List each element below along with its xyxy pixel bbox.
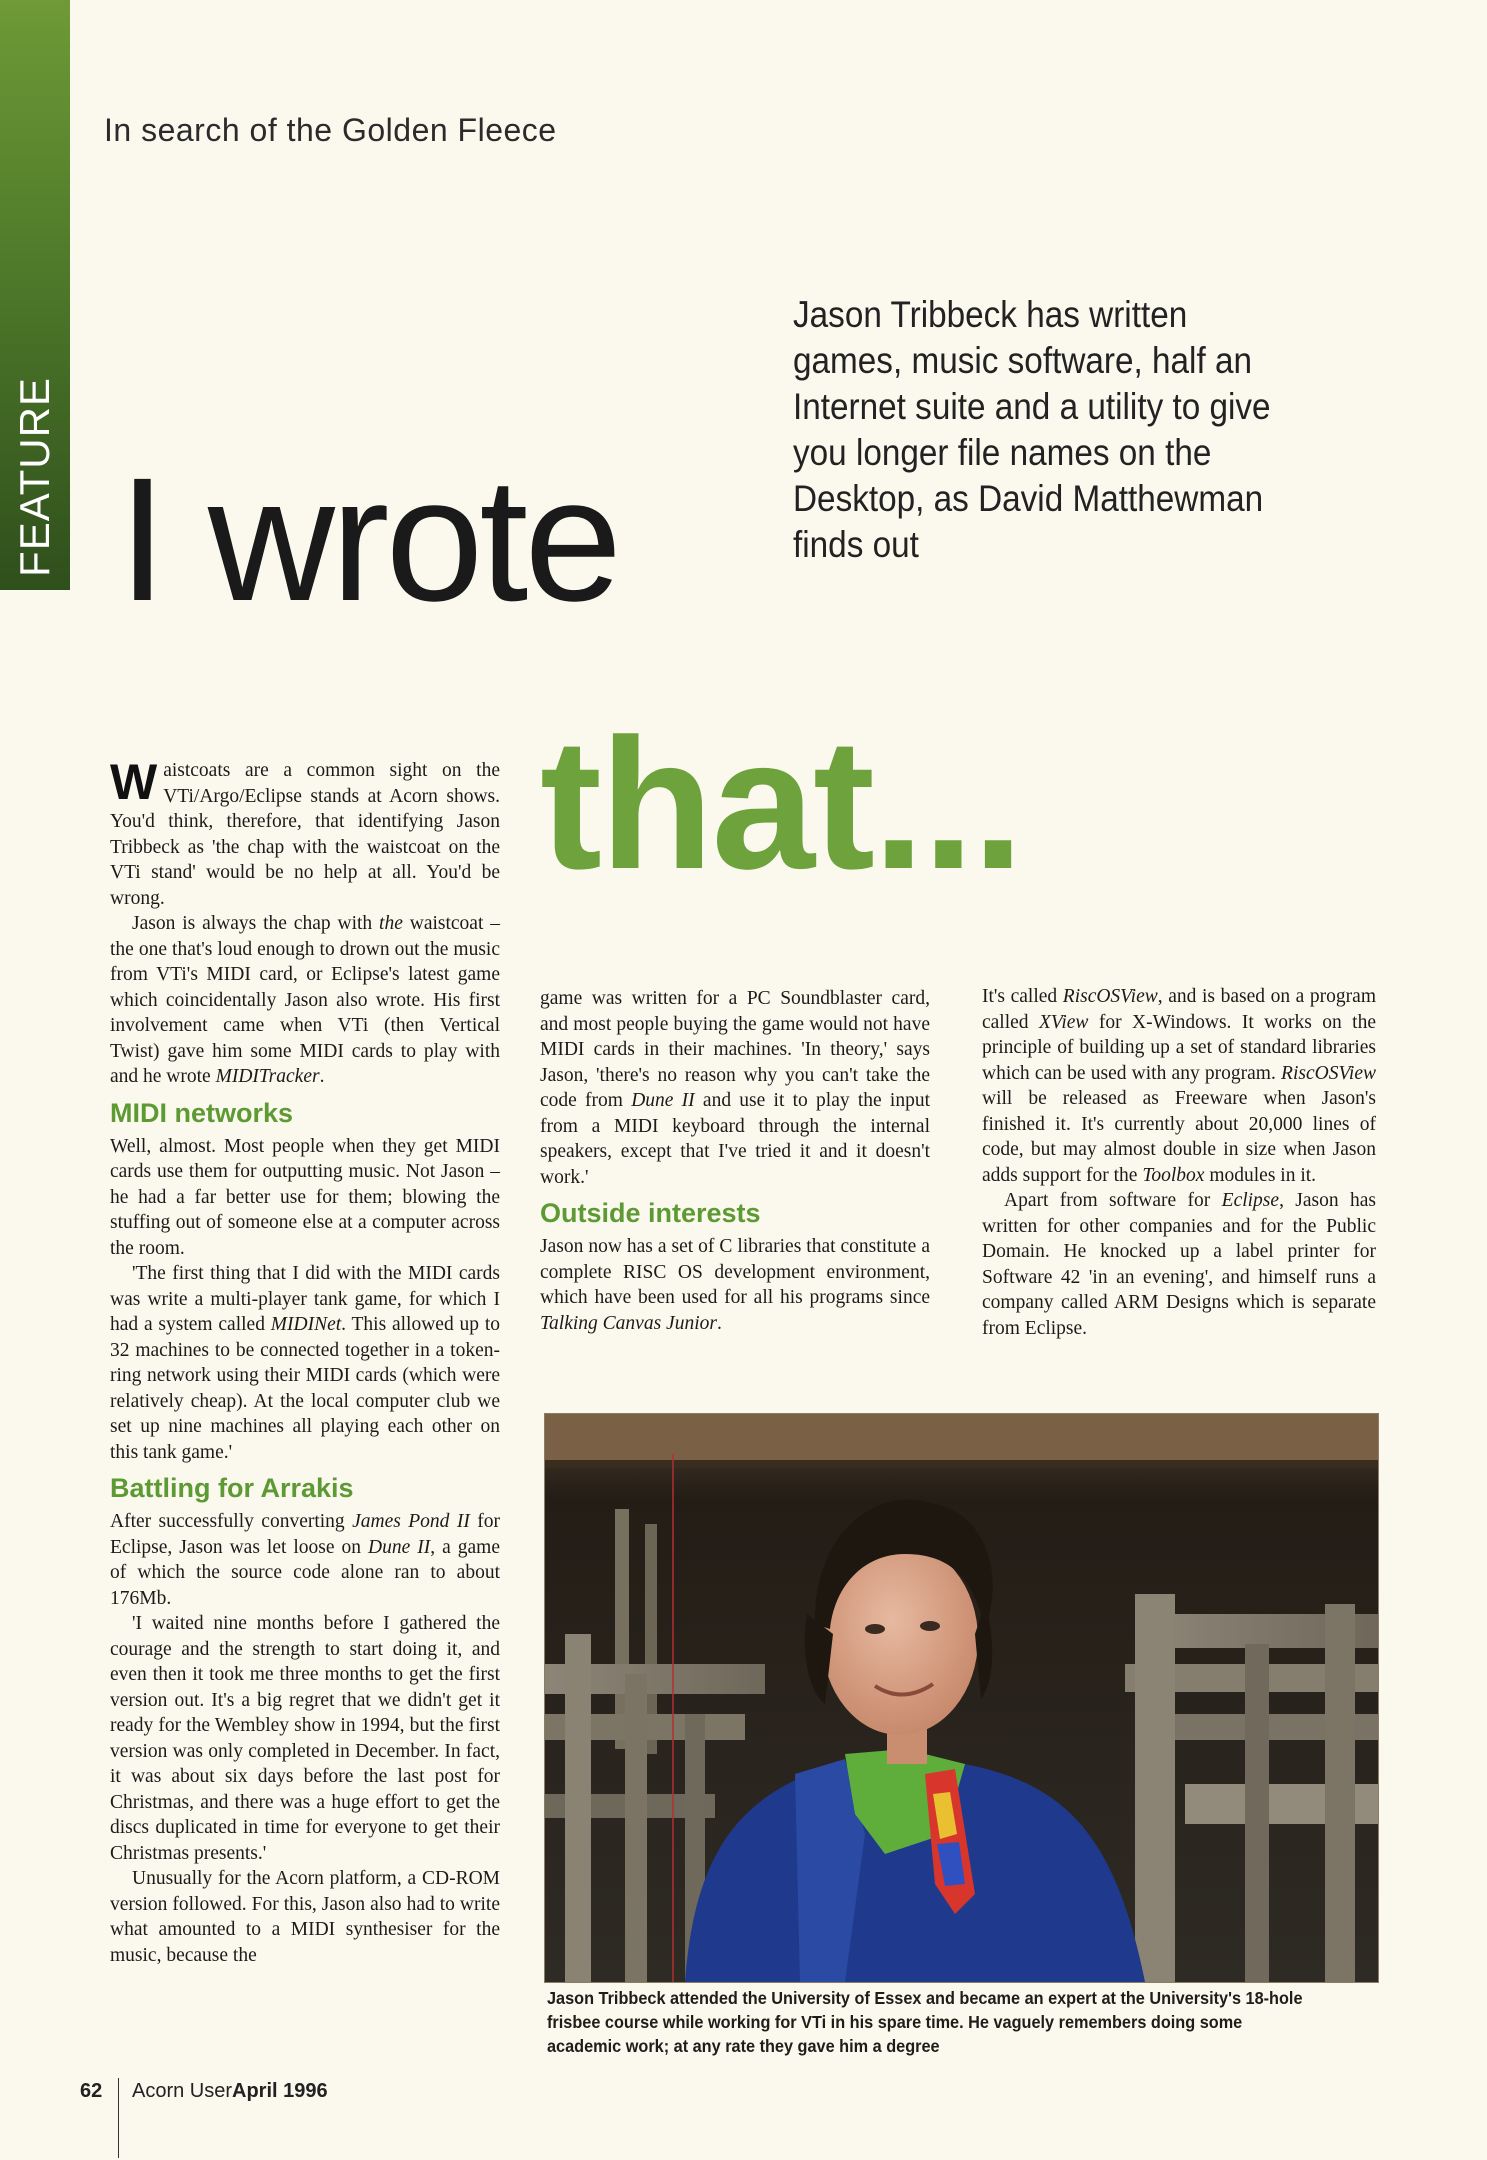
standfirst: Jason Tribbeck has written games, music software, half an Internet suite and a utility to give you longer file names on the Desktop, as David Matthewman finds out (793, 294, 1271, 565)
portrait-photo (544, 1413, 1379, 1983)
issue-date: April 1996 (232, 2080, 328, 2102)
headline-line-2: that... (540, 701, 1022, 908)
page-number: 62 (80, 2080, 103, 2102)
body-paragraph: 'I waited nine months before I gathered the courage and the strength to start doing it, and even then it took me three months to get the first version out. It's a big regret that we didn't get it ready for the Wembley show in 1994, but the first version was only completed in December. In fact, it was about six days before the last post for Christmas, and there was a huge effort to get the discs duplicated in time for everyone to get their Christmas presents.' (110, 1613, 500, 1864)
photo-caption: Jason Tribbeck attended the University of Essex and became an expert at the University's 18-hole frisbee course while working for VTi in his spare time. He vaguely remembers doing some academic work; at any rate they gave him a degree (547, 1988, 1303, 2056)
subheading-midi-networks: MIDI networks (110, 1097, 294, 1128)
headline-line-1: I wrote (118, 442, 619, 638)
body-paragraph: It's called RiscOSView, and is based on a program called XView for X-Windows. It works on the principle of building up a set of standard libraries which can be used with any program. RiscOSView will be released as Freeware when Jason's finished it. It's currently about 20,000 lines of code, but may almost double in size when Jason adds support for the Toolbox modules in it. (982, 986, 1376, 1186)
body-column-1 (110, 754, 500, 1968)
section-tab-label: FEATURE (11, 377, 58, 577)
body-paragraph: Well, almost. Most people when they get MIDI cards use them for outputting music. Not Jason – he had a far better use for them; blowing the stuffing out of someone else at a computer across the room. (110, 1135, 500, 1259)
body-paragraph: Unusually for the Acorn platform, a CD-ROM version followed. For this, Jason also had to write what amounted to a MIDI synthesiser for the music, because the (110, 1868, 500, 1966)
footer-divider (118, 2078, 119, 2158)
subheading-battling-for-arrakis: Battling for Arrakis (110, 1473, 354, 1503)
body-paragraph: Waistcoats are a common sight on the VTi/Argo/Eclipse stands at Acorn shows. You'd think, therefore, that identifying Jason Tribbeck as 'the chap with the waistcoat on the VTi stand' would be no help at all. You'd be wrong. (110, 754, 500, 909)
body-paragraph: Jason is always the chap with the waistcoat – the one that's loud enough to drown out the music from VTi's MIDI card, or Eclipse's latest game which coincidentally Jason also wrote. His first involvement came when VTi (then Vertical Twist) gave him some MIDI cards to play with and he wrote MIDITracker. (110, 913, 500, 1087)
magazine-name: Acorn User (132, 2080, 233, 2102)
body-column-2 (540, 986, 930, 1336)
body-column-3 (982, 984, 1376, 1341)
body-paragraph: Jason now has a set of C libraries that constitute a complete RISC OS development environment, which have been used for all his programs since Talking Canvas Junior. (540, 1236, 930, 1334)
body-paragraph: Apart from software for Eclipse, Jason has written for other companies and for the Public Domain. He knocked up a label printer for Software 42 'in an evening', and himself runs a company called ARM Designs which is separate from Eclipse. (982, 1190, 1376, 1339)
body-paragraph: After successfully converting James Pond II for Eclipse, Jason was let loose on Dune II, a game of which the source code alone ran to about 176Mb. (110, 1511, 500, 1609)
feature-section-tab (0, 0, 70, 590)
body-paragraph: 'The first thing that I did with the MIDI cards was write a multi-player tank game, for which I had a system called MIDINet. This allowed up to 32 machines to be connected together in a token-ring network using their MIDI cards (which were relatively cheap). At the local computer club we set up nine machines all playing each other on this tank game.' (110, 1263, 500, 1463)
subheading-outside-interests: Outside interests (540, 1198, 761, 1228)
body-paragraph: game was written for a PC Soundblaster card, and most people buying the game would not have MIDI cards in their machines. 'In theory,' says Jason, 'there's no reason why you can't take the code from Dune II and use it to play the input from a MIDI keyboard through the internal speakers, except that I've tried it and it doesn't work.' (540, 988, 930, 1188)
drop-cap: W (110, 754, 158, 810)
kicker-line: In search of the Golden Fleece (104, 112, 557, 148)
